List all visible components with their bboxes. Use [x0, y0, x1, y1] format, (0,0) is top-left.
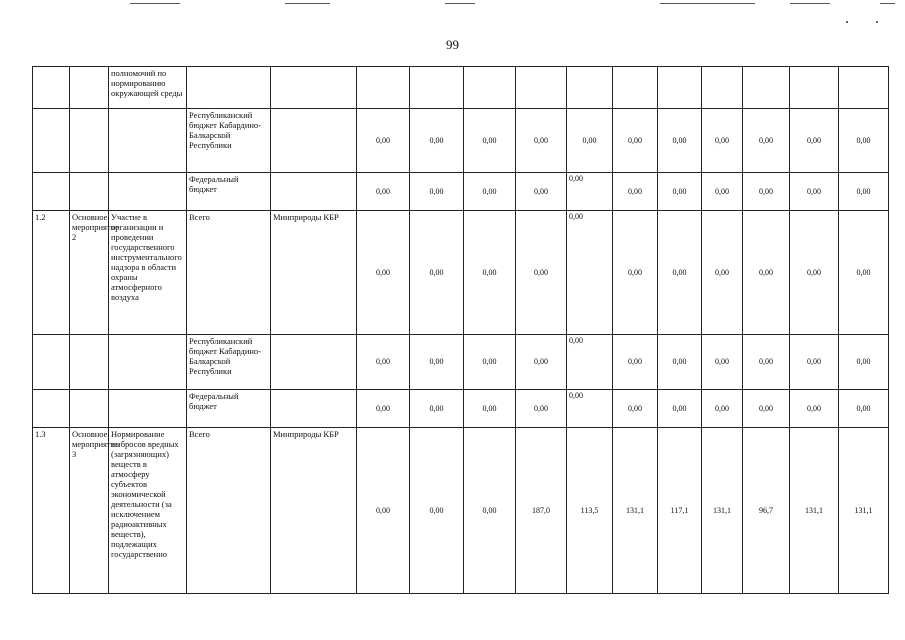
value-cell: 131,1 [702, 428, 743, 594]
value-cell: 0,00 [613, 109, 658, 173]
value-cell: 0,00 [613, 173, 658, 211]
value-cell: 0,00 [567, 335, 613, 390]
value-cell: 0,00 [658, 335, 702, 390]
value-cell: 0,00 [516, 390, 567, 428]
value-cell: 0,00 [410, 428, 464, 594]
value-cell: 0,00 [613, 211, 658, 335]
value-cell: 0,00 [839, 173, 889, 211]
value-cell: 113,5 [567, 428, 613, 594]
value-cell: 131,1 [613, 428, 658, 594]
value-cell: 0,00 [567, 109, 613, 173]
table-row [33, 211, 889, 335]
activity-name: Участие в организации и проведении государственного инструментального надзора в области охраны атмосферного воздуха [109, 211, 187, 335]
table-row [33, 173, 889, 211]
table-row [33, 428, 889, 594]
value-cell: 0,00 [743, 173, 790, 211]
value-cell: 0,00 [464, 109, 516, 173]
funding-source: Федеральный бюджет [187, 390, 271, 428]
value-cell [410, 67, 464, 109]
table-row [33, 390, 889, 428]
value-cell: 0,00 [790, 335, 839, 390]
budget-table [32, 66, 889, 594]
table-row [33, 67, 889, 109]
scan-speck [876, 21, 878, 23]
scan-edge-artifacts [0, 0, 905, 8]
responsible-executor [271, 109, 357, 173]
value-cell: 187,0 [516, 428, 567, 594]
activity-name [109, 109, 187, 173]
row-number [33, 67, 70, 109]
value-cell: 0,00 [743, 109, 790, 173]
value-cell: 0,00 [410, 335, 464, 390]
value-cell: 0,00 [658, 211, 702, 335]
activity-type [70, 390, 109, 428]
activity-name [109, 335, 187, 390]
value-cell [464, 67, 516, 109]
row-number: 1.3 [33, 428, 70, 594]
value-cell: 0,00 [790, 173, 839, 211]
value-cell: 0,00 [567, 390, 613, 428]
value-cell: 0,00 [790, 211, 839, 335]
value-cell: 0,00 [410, 109, 464, 173]
scan-speck [846, 21, 848, 23]
responsible-executor: Минприроды КБР [271, 428, 357, 594]
responsible-executor [271, 67, 357, 109]
funding-source [187, 67, 271, 109]
value-cell: 0,00 [702, 109, 743, 173]
value-cell: 0,00 [464, 211, 516, 335]
row-number: 1.2 [33, 211, 70, 335]
value-cell: 0,00 [410, 390, 464, 428]
value-cell: 0,00 [702, 390, 743, 428]
value-cell: 0,00 [702, 211, 743, 335]
row-number [33, 335, 70, 390]
value-cell: 0,00 [516, 109, 567, 173]
value-cell: 0,00 [702, 335, 743, 390]
activity-type [70, 67, 109, 109]
value-cell: 0,00 [613, 335, 658, 390]
activity-name [109, 390, 187, 428]
funding-source: Всего [187, 211, 271, 335]
value-cell: 0,00 [357, 428, 410, 594]
row-number [33, 390, 70, 428]
value-cell: 0,00 [357, 335, 410, 390]
value-cell: 0,00 [702, 173, 743, 211]
responsible-executor [271, 390, 357, 428]
value-cell: 0,00 [567, 173, 613, 211]
value-cell: 0,00 [516, 211, 567, 335]
value-cell: 0,00 [464, 173, 516, 211]
value-cell: 0,00 [464, 335, 516, 390]
value-cell: 0,00 [743, 390, 790, 428]
activity-type [70, 335, 109, 390]
responsible-executor [271, 173, 357, 211]
value-cell: 0,00 [567, 211, 613, 335]
value-cell: 0,00 [658, 390, 702, 428]
value-cell: 0,00 [464, 390, 516, 428]
value-cell [702, 67, 743, 109]
page-number: 99 [446, 37, 459, 52]
value-cell: 0,00 [357, 390, 410, 428]
value-cell: 0,00 [516, 335, 567, 390]
value-cell: 0,00 [743, 211, 790, 335]
value-cell: 0,00 [839, 390, 889, 428]
value-cell: 131,1 [839, 428, 889, 594]
funding-source: Всего [187, 428, 271, 594]
value-cell: 0,00 [658, 173, 702, 211]
value-cell [790, 67, 839, 109]
value-cell: 0,00 [357, 173, 410, 211]
activity-type: Основное мероприятие 2 [70, 211, 109, 335]
activity-name: Нормирование выбросов вредных (загрязняющих) веществ в атмосферу субъектов экономической деятельности (за исключением радиоактивных веществ), подлежащих государственно [109, 428, 187, 594]
value-cell: 0,00 [464, 428, 516, 594]
value-cell [613, 67, 658, 109]
table-row [33, 109, 889, 173]
table-row [33, 335, 889, 390]
value-cell: 0,00 [839, 109, 889, 173]
row-number [33, 109, 70, 173]
funding-source: Федеральный бюджет [187, 173, 271, 211]
funding-source: Республиканский бюджет Кабардино-Балкарской Республики [187, 335, 271, 390]
value-cell: 0,00 [357, 211, 410, 335]
value-cell: 0,00 [410, 211, 464, 335]
value-cell: 131,1 [790, 428, 839, 594]
activity-type [70, 109, 109, 173]
value-cell: 0,00 [613, 390, 658, 428]
value-cell: 0,00 [790, 390, 839, 428]
value-cell [658, 67, 702, 109]
value-cell: 0,00 [357, 109, 410, 173]
value-cell: 0,00 [790, 109, 839, 173]
value-cell [839, 67, 889, 109]
activity-type: Основное мероприятие 3 [70, 428, 109, 594]
value-cell [357, 67, 410, 109]
value-cell: 0,00 [839, 211, 889, 335]
value-cell: 96,7 [743, 428, 790, 594]
responsible-executor: Минприроды КБР [271, 211, 357, 335]
activity-name [109, 173, 187, 211]
activity-name: полномочий по нормированию окружающей среды [109, 67, 187, 109]
value-cell: 0,00 [658, 109, 702, 173]
responsible-executor [271, 335, 357, 390]
row-number [33, 173, 70, 211]
funding-source: Республиканский бюджет Кабардино-Балкарской Республики [187, 109, 271, 173]
value-cell [567, 67, 613, 109]
value-cell: 0,00 [839, 335, 889, 390]
value-cell: 0,00 [743, 335, 790, 390]
value-cell: 0,00 [410, 173, 464, 211]
value-cell: 0,00 [516, 173, 567, 211]
value-cell [516, 67, 567, 109]
value-cell: 117,1 [658, 428, 702, 594]
activity-type [70, 173, 109, 211]
value-cell [743, 67, 790, 109]
